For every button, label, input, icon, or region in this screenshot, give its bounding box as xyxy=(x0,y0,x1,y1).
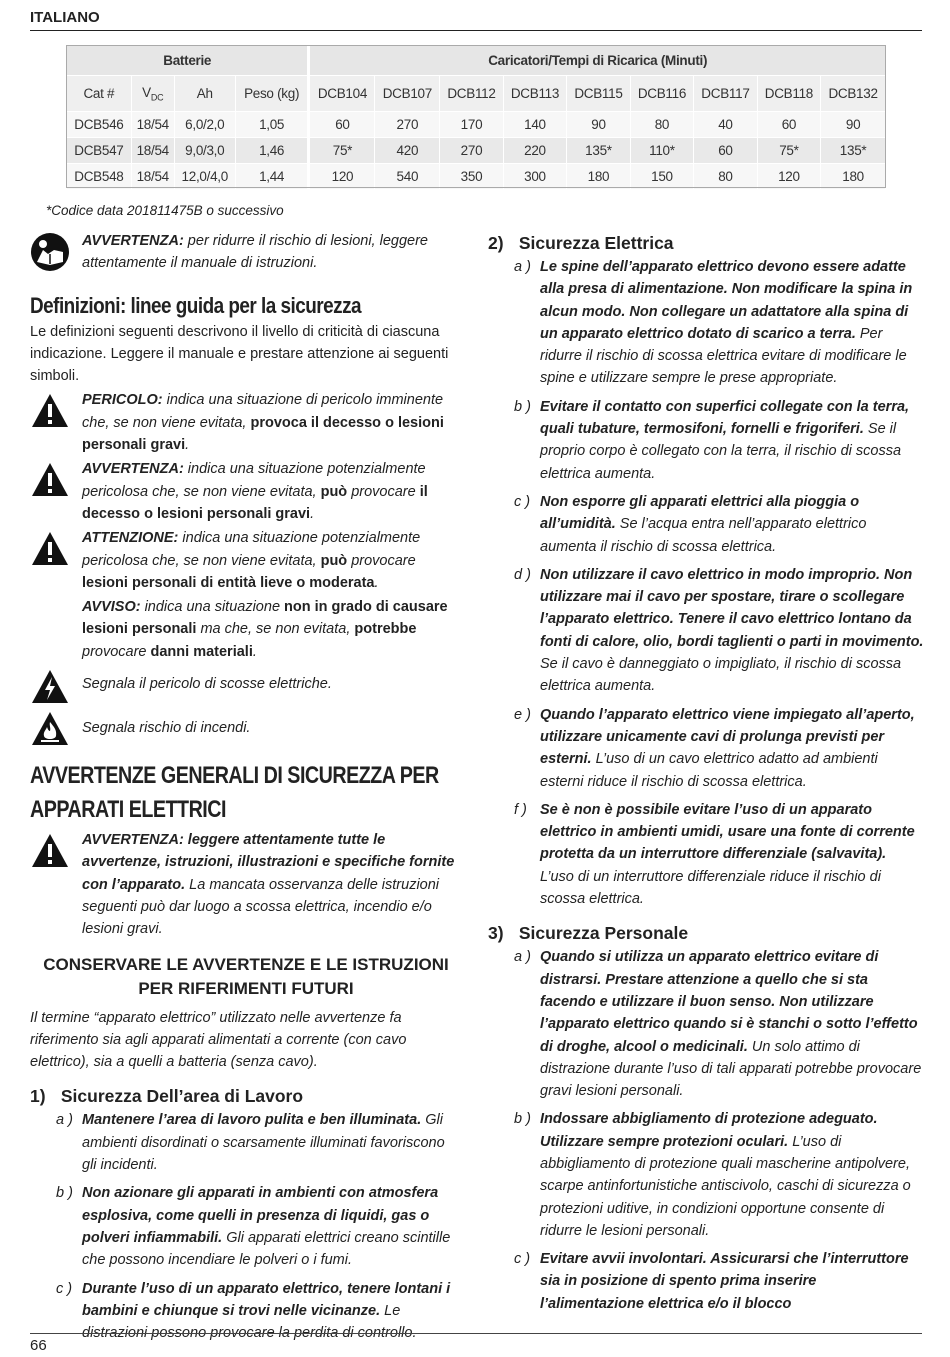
list-item: d ) Non utilizzare il cavo elettrico in modo improprio. Non utilizzare mai il cavo per spostare, tirare o scollegare l’apparato elettrico. Tenere il cavo elettrico lontano da fonti di calore, olio, bordi taglienti o parti in movimento. Se il cavo è danneggiato o impigliato, il rischio di scossa elettrica aumenta. xyxy=(514,566,924,695)
warning-triangle-icon xyxy=(30,391,70,431)
general-warning xyxy=(30,829,462,940)
definitions-intro: Le definizioni seguenti descrivono il livello di criticità di ciascuna indicazione. Leggere il manuale e prestare attenzione ai seguenti simboli. xyxy=(30,323,449,385)
col-header: DCB113 xyxy=(503,76,566,112)
table-cell: DCB546 xyxy=(67,112,132,138)
warning-triangle-icon xyxy=(30,831,70,871)
list-item: c ) Evitare avvii involontari. Assicurarsi che l’interruttore sia in posizione di spento prima inserire l’alimentazione elettrica e/o il blocco xyxy=(514,1251,909,1312)
general-warning-text: La mancata osservanza delle istruzioni seguenti può dar luogo a scossa elettrica, incendio e/o lesioni gravi. xyxy=(82,876,440,938)
table-cell: 170 xyxy=(440,112,503,138)
table-footnote: *Codice data 201811475B o successivo xyxy=(46,203,284,218)
col-header: Peso (kg) xyxy=(235,76,309,112)
list-item: c ) Non esporre gli apparati elettrici alla pioggia o all’umidità. Se l’acqua entra nell’apparato elettrico aumenta il rischio di scossa elettrica. xyxy=(514,493,867,555)
table-cell: 80 xyxy=(694,164,757,190)
table-cell: 350 xyxy=(440,164,503,190)
header-rule xyxy=(30,30,922,31)
col-header: DCB107 xyxy=(375,76,440,112)
notice-text: indica una situazione xyxy=(140,599,285,616)
danger-definition: PERICOLO: indica una situazione di pericolo imminente che, se non viene evitata, provoca il decesso o lesioni personali gravi. xyxy=(30,389,462,456)
warning-label: AVVERTENZA: xyxy=(82,461,184,478)
col-header: DCB118 xyxy=(757,76,820,112)
table-cell: 150 xyxy=(630,164,693,190)
table-cell: 60 xyxy=(694,138,757,164)
table-cell: 1,44 xyxy=(235,164,309,190)
table-cell: 75* xyxy=(757,138,820,164)
notice-definition: AVVISO: indica una situazione non in grado di causare lesioni personali ma che, se non evitata, potrebbe provocare danni materiali. xyxy=(82,599,448,660)
fire-text: Segnala rischio di incendi. xyxy=(82,720,251,737)
table-cell: 1,46 xyxy=(235,138,309,164)
list-item: e ) Quando l’apparato elettrico viene impiegato all’aperto, utilizzare unicamente cavi di prolunga previsti per esterni. L’uso di un cavo elettrico adatto ad ambienti esterni riduce il rischio di scossa elettrica. xyxy=(514,706,915,790)
shock-symbol-row xyxy=(30,665,462,705)
right-column xyxy=(488,230,924,1315)
table-cell: 18/54 xyxy=(131,138,174,164)
table-cell: 18/54 xyxy=(131,164,174,190)
section-1-title: 1) Sicurezza Dell’area di Lavoro xyxy=(30,1086,304,1107)
fire-icon xyxy=(30,709,70,749)
battery-charger-table xyxy=(66,45,886,190)
list-item: b ) Non azionare gli apparati in ambienti con atmosfera esplosiva, come quelli in presenza di liquidi, gas o polveri infiammabili. Gli apparati elettrici creano scintille che possono incendiare le polveri o i fumi. xyxy=(56,1185,451,1269)
table-cell: 420 xyxy=(375,138,440,164)
section-2-title: 2) Sicurezza Elettrica xyxy=(488,233,674,253)
table-cell: 40 xyxy=(694,112,757,138)
table-row xyxy=(67,112,886,138)
list-item: c ) Durante l’uso di un apparato elettrico, tenere lontani i bambini e chiunque si trovi nelle vicinanze. Le distrazioni possono provocare la perdita di controllo. xyxy=(56,1280,451,1342)
table-cell: 270 xyxy=(375,112,440,138)
general-warning-label: AVVERTENZA: leggere attentamente tutte le avvertenze, istruzioni, illustrazioni e specifiche fornite con l’apparato. xyxy=(82,832,455,893)
table-cell: 120 xyxy=(757,164,820,190)
col-header: DCB115 xyxy=(567,76,630,112)
table-cell: 270 xyxy=(440,138,503,164)
table-cell: 60 xyxy=(309,112,375,138)
table-cell: DCB548 xyxy=(67,164,132,190)
electric-shock-icon xyxy=(30,667,70,707)
table-cell: 180 xyxy=(567,164,630,190)
page-number: 66 xyxy=(30,1337,47,1354)
table-cell: 12,0/4,0 xyxy=(174,164,235,190)
keep-instructions-title-line2: PER RIFERIMENTI FUTURI xyxy=(138,978,354,998)
manual-warning-text: per ridurre il rischio di lesioni, leggere attentamente il manuale di istruzioni. xyxy=(82,233,428,272)
read-manual-icon xyxy=(30,232,70,272)
col-header: DCB104 xyxy=(309,76,375,112)
list-item: a ) Mantenere l’area di lavoro pulita e ben illuminata. Gli ambienti disordinati o scarsamente illuminati favoriscono gli incidenti. xyxy=(56,1112,445,1174)
danger-bold: provoca il decesso o lesioni personali gravi xyxy=(82,414,444,454)
table-cell: 180 xyxy=(821,164,886,190)
col-header: DCB117 xyxy=(694,76,757,112)
shock-text: Segnala il pericolo di scosse elettriche. xyxy=(82,676,332,693)
table-header-row xyxy=(67,76,886,112)
table-cell: 18/54 xyxy=(131,112,174,138)
definitions-title: Definizioni: linee guida per la sicurezza xyxy=(30,292,362,318)
table-cell: 90 xyxy=(821,112,886,138)
table-cell: 1,05 xyxy=(235,112,309,138)
table-row xyxy=(67,164,886,190)
notice-label: AVVISO: xyxy=(82,599,141,616)
col-header-voltage: $V_{DC}$ xyxy=(131,76,174,112)
section-3-title: 3) Sicurezza Personale xyxy=(488,923,689,944)
table-cell: 75* xyxy=(309,138,375,164)
table-cell: 300 xyxy=(503,164,566,190)
table-cell: 120 xyxy=(309,164,375,190)
manual-warning xyxy=(30,230,462,275)
caution-definition: ATTENZIONE: indica una situazione potenzialmente pericolosa che, se non viene evitata, può provocare lesioni personali di entità lieve o moderata. xyxy=(30,527,462,594)
warning-triangle-icon xyxy=(30,460,70,500)
table-cell: 9,0/3,0 xyxy=(174,138,235,164)
warning-definition: AVVERTENZA: indica una situazione potenzialmente pericolosa che, se non viene evitata, può provocare il decesso o lesioni personali gravi. xyxy=(30,458,462,525)
col-header: DCB116 xyxy=(630,76,693,112)
list-item: b ) Indossare abbigliamento di protezione adeguato. Utilizzare sempre protezioni oculari. L’uso di abbigliamento di protezione quali mascherine antipolvere, scarpe antinfortunistiche antiscivolo, caschi di sicurezza o protezioni uditive, in condizioni opportune consente di ridurre le lesioni personali. xyxy=(514,1111,911,1239)
table-cell: 220 xyxy=(503,138,566,164)
warning-text: indica una situazione potenzialmente pericolosa che, se non viene evitata, xyxy=(82,461,426,500)
group-batteries: Batterie xyxy=(67,46,309,76)
caution-label: ATTENZIONE: xyxy=(82,530,179,547)
table-cell: 540 xyxy=(375,164,440,190)
table-cell: 80 xyxy=(630,112,693,138)
table-cell: 135* xyxy=(821,138,886,164)
table-cell: 140 xyxy=(503,112,566,138)
list-item: a ) Quando si utilizza un apparato elettrico evitare di distrarsi. Prestare attenzione a quello che si sta facendo e utilizzare il buon senso. Non utilizzare l’apparato elettrico quando si è stanchi o sotto l’effetto di droghe, alcool o medicinali. Un solo attimo di distrazione durante l’uso di tali apparati potrebbe provocare gravi lesioni personali. xyxy=(514,949,922,1100)
group-chargers: Caricatori/Tempi di Ricarica (Minuti) xyxy=(309,46,886,76)
warning-triangle-icon xyxy=(30,529,70,569)
col-header: Cat # xyxy=(67,76,132,112)
table-row xyxy=(67,138,886,164)
table-cell: 110* xyxy=(630,138,693,164)
table-cell: 6,0/2,0 xyxy=(174,112,235,138)
table-cell: 135* xyxy=(567,138,630,164)
col-header: Ah xyxy=(174,76,235,112)
fire-symbol-row xyxy=(30,707,462,749)
language-header: ITALIANO xyxy=(30,9,100,26)
left-column xyxy=(30,230,462,1344)
table-cell: 90 xyxy=(567,112,630,138)
list-item: b ) Evitare il contatto con superfici collegate con la terra, quali tubature, termosifoni, fornelli e frigoriferi. Se il proprio corpo è collegato con la terra, il rischio di scossa elettrica aumenta. xyxy=(514,398,910,482)
keep-instructions-title: CONSERVARE LE AVVERTENZE E LE ISTRUZIONI xyxy=(43,954,449,974)
col-header: DCB132 xyxy=(821,76,886,112)
manual-warning-label: AVVERTENZA: xyxy=(82,233,184,249)
voltage-subscript: DC xyxy=(150,92,164,103)
table-cell: DCB547 xyxy=(67,138,132,164)
caution-text: indica una situazione potenzialmente pericolosa che, se non viene evitata, xyxy=(82,530,421,569)
table-group-row xyxy=(67,46,886,76)
footer-rule xyxy=(30,1333,922,1334)
general-title: AVVERTENZE GENERALI DI SICUREZZA PER xyxy=(30,762,439,790)
list-item: a ) Le spine dell’apparato elettrico devono essere adatte alla presa di alimentazione. Non modificare la spina in alcun modo. Non collegare un adattatore alla spina di un apparato elettrico dotato di scarico a terra. Per ridurre il rischio di scossa elettrica evitare di modificare le spine e utilizzare sempre le prese appropriate. xyxy=(514,259,913,387)
term-note: Il termine “apparato elettrico” utilizzato nelle avvertenze fa riferimento sia agli apparati alimentati a corrente (con cavo elettrico), sia a quelli a batteria (senza cavo). xyxy=(30,1009,407,1071)
danger-text: indica una situazione di pericolo imminente che, se non viene evitata, xyxy=(82,392,444,431)
table-cell: 60 xyxy=(757,112,820,138)
list-item: f ) Se è non è possibile evitare l’uso di un apparato elettrico in ambienti umidi, usare una fonte di corrente protetta da un interruttore differenziale (salvavita). L’uso di un interruttore differenziale riduce il rischio di scossa elettrica. xyxy=(514,801,915,908)
col-header: DCB112 xyxy=(440,76,503,112)
danger-label: PERICOLO: xyxy=(82,392,163,409)
general-title-line2: APPARATI ELETTRICI xyxy=(30,796,226,824)
